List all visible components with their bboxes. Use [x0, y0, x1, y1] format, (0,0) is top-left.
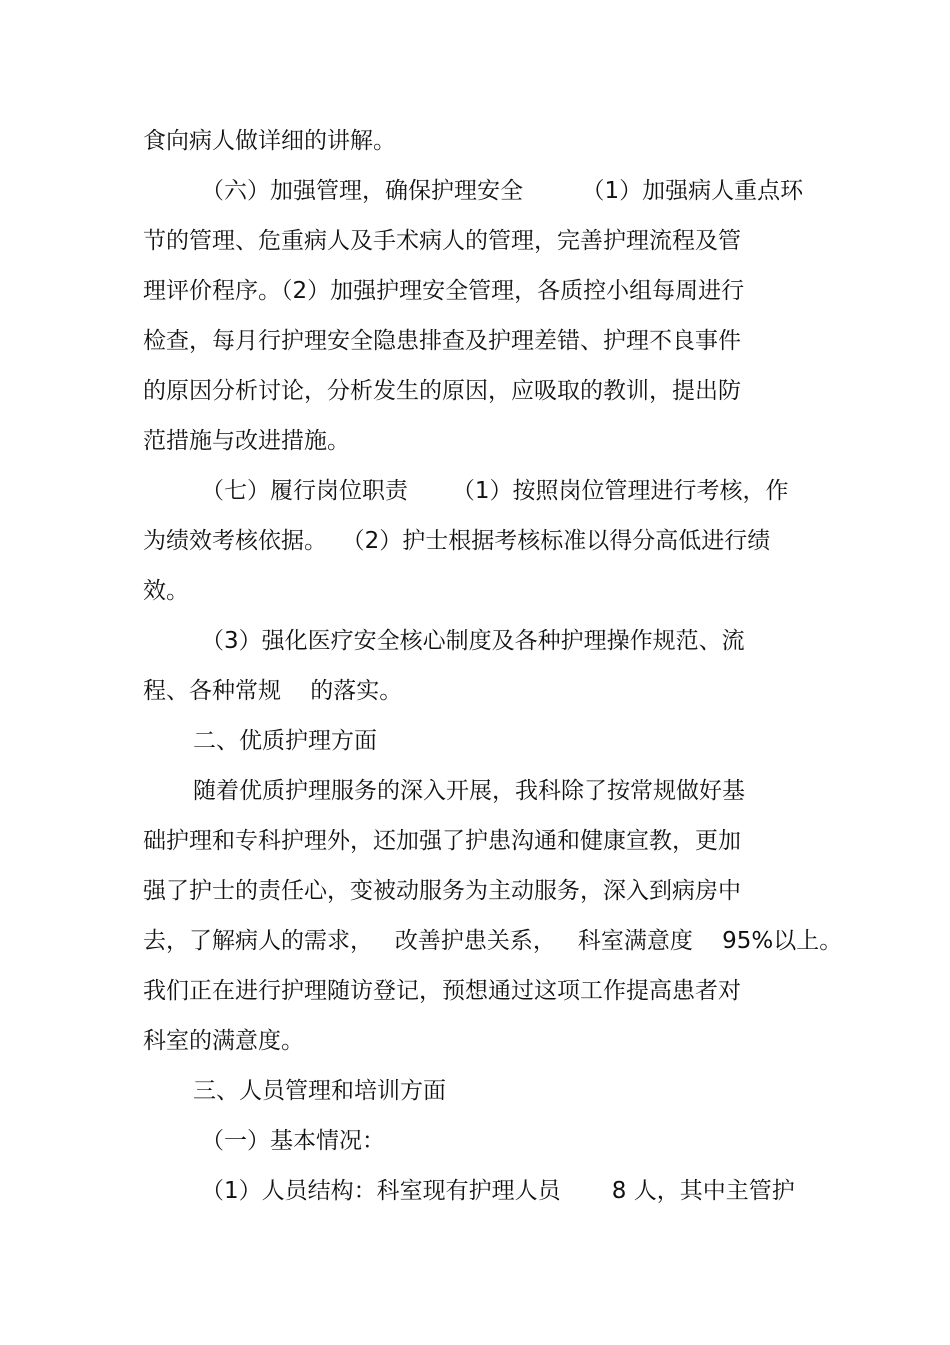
text-line: 我们正在进行护理随访登记，预想通过这项工作提高患者对	[143, 978, 741, 1004]
text-line: 程、各种常规 的落实。	[143, 678, 403, 704]
text-line: 强了护士的责任心，变被动服务为主动服务，深入到病房中	[143, 878, 741, 904]
text-line: 随着优质护理服务的深入开展，我科除了按常规做好基	[193, 778, 745, 804]
section-heading: 三、人员管理和培训方面	[193, 1078, 446, 1104]
text-line: 节的管理、危重病人及手术病人的管理，完善护理流程及管	[143, 228, 741, 254]
text-line: 础护理和专科护理外，还加强了护患沟通和健康宣教，更加	[143, 828, 741, 854]
text-line: （1）人员结构：科室现有护理人员 8 人，其中主管护	[201, 1178, 795, 1204]
text-line: 效。	[143, 578, 189, 604]
text-line: （3）强化医疗安全核心制度及各种护理操作规范、流	[201, 628, 745, 654]
subsection-heading: （一）基本情况：	[201, 1128, 385, 1154]
text-line: 检查，每月行护理安全隐患排查及护理差错、护理不良事件	[143, 328, 741, 354]
text-line: 为绩效考核依据。 （2）护士根据考核标准以得分高低进行绩	[143, 528, 771, 554]
text-line: 的原因分析讨论，分析发生的原因，应吸取的教训，提出防	[143, 378, 741, 404]
text-line: 食向病人做详细的讲解。	[143, 128, 396, 154]
text-line: （六）加强管理，确保护理安全 （1）加强病人重点环	[201, 178, 804, 204]
text-line: 理评价程序。（2）加强护理安全管理，各质控小组每周进行	[143, 278, 745, 304]
text-line: 范措施与改进措施。	[143, 428, 350, 454]
text-line: 科室的满意度。	[143, 1028, 304, 1054]
text-line: 去，了解病人的需求， 改善护患关系， 科室满意度 95%以上。	[143, 928, 843, 954]
text-line: （七）履行岗位职责 （1）按照岗位管理进行考核，作	[201, 478, 789, 504]
section-heading: 二、优质护理方面	[193, 728, 377, 754]
